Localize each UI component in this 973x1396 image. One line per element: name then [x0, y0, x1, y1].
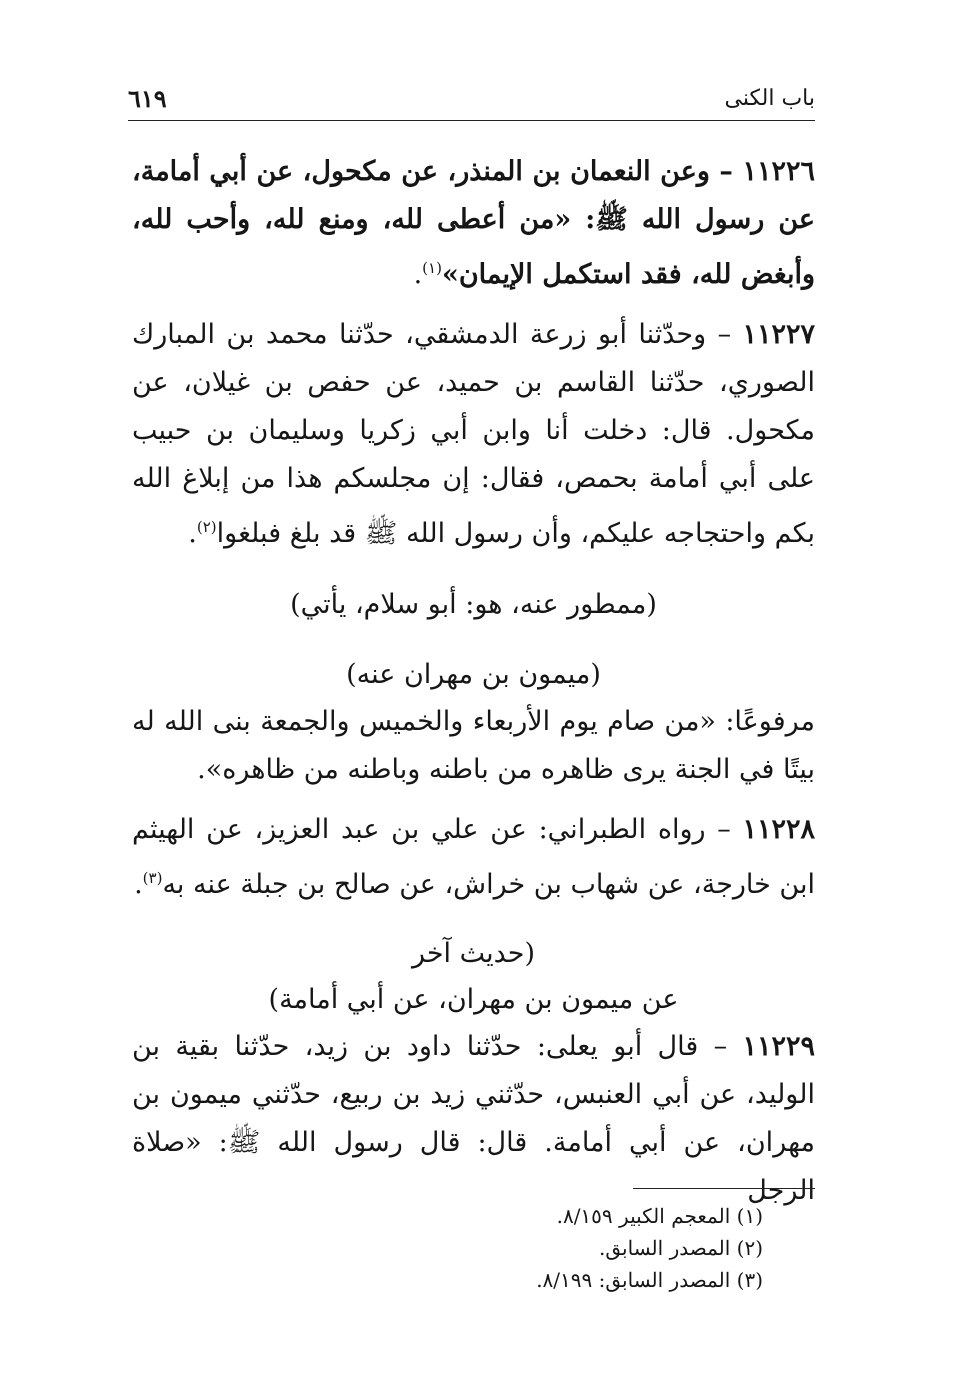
heading-maimun: (ميمون بن مهران عنه) [346, 659, 601, 690]
footnotes [132, 1200, 763, 1296]
hadith-text: – وعن النعمان بن المنذر، عن مكحول، عن أبي أمامة، عن رسول الله ﷺ: «من أعطى لله، ومنع لله، وأحب لله، وأبغض لله، فقد استكمل الإيمان» [132, 156, 815, 290]
hadith-text: – رواه الطبراني: عن علي بن عبد العزيز، عن الهيثم ابن خارجة، عن شهاب بن خراش، عن صالح بن جبلة عنه به [132, 814, 815, 900]
heading-mamtur: (ممطور عنه، هو: أبو سلام، يأتي) [290, 589, 657, 620]
footnote-ref: (٢) [196, 518, 217, 536]
page-body [132, 148, 815, 1227]
marfu-text: مرفوعًا: «من صام يوم الأربعاء والخميس والجمعة بنى الله له بيتًا في الجنة يرى ظاهره من باطنه وباطنه من ظاهره». [132, 706, 815, 785]
hadith-11226: ١١٢٢٦ – وعن النعمان بن المنذر، عن مكحول، عن أبي أمامة، عن رسول الله ﷺ: «من أعطى لله، ومنع لله، وأحب لله، وأبغض لله، فقد استكمل الإيمان»$^{(١)}$. [132, 156, 815, 290]
hadith-number: ١١٢٢٨ [742, 814, 815, 845]
heading-hadith-akhar: (حديث آخر [411, 938, 536, 969]
chapter-title: باب الكنى [724, 86, 815, 111]
footnote-separator [633, 1188, 815, 1189]
footnote-1: (١) المعجم الكبير ٨/١٥٩. [556, 1204, 763, 1228]
hadith-number: ١١٢٢٧ [742, 319, 815, 350]
page-number: ٦١٩ [128, 84, 167, 113]
footnote-ref: (١) [422, 259, 442, 277]
hadith-11228: ١١٢٢٨ – رواه الطبراني: عن علي بن عبد العزيز، عن الهيثم ابن خارجة، عن شهاب بن خراش، عن صالح بن جبلة عنه به$^{(٣)}$. [132, 814, 815, 900]
running-header [128, 80, 815, 121]
footnote-3: (٣) المصدر السابق: ٨/١٩٩. [536, 1268, 763, 1292]
hadith-number: ١١٢٢٦ [742, 156, 815, 187]
heading-an-maimun: عن ميمون بن مهران، عن أبي أمامة) [268, 984, 679, 1015]
hadith-number: ١١٢٢٩ [742, 1031, 815, 1062]
footnote-ref: (٣) [142, 869, 163, 887]
hadith-text: – وحدّثنا أبو زرعة الدمشقي، حدّثنا محمد بن المبارك الصوري، حدّثنا القاسم بن حميد، عن حفص بن غيلان، عن مكحول. قال: دخلت أنا وابن أبي زكريا وسليمان بن حبيب على أبي أمامة بحمص، فقال: إن مجلسكم هذا من إبلاغ الله بكم واحتجاجه عليكم، وأن رسول الله ﷺ قد بلغ فبلغوا [132, 319, 815, 549]
footnote-2: (٢) المصدر السابق. [599, 1236, 763, 1260]
hadith-11227: ١١٢٢٧ – وحدّثنا أبو زرعة الدمشقي، حدّثنا محمد بن المبارك الصوري، حدّثنا القاسم بن حميد، عن حفص بن غيلان، عن مكحول. قال: دخلت أنا وابن أبي زكريا وسليمان بن حبيب على أبي أمامة بحمص، فقال: إن مجلسكم هذا من إبلاغ الله بكم واحتجاجه عليكم، وأن رسول الله ﷺ قد بلغ فبلغوا$^{(٢)}$. [132, 319, 815, 549]
hadith-11229 [132, 1023, 815, 1215]
hadith-text: – قال أبو يعلى: حدّثنا داود بن زيد، حدّثنا بقية بن الوليد، عن أبي العنبس، حدّثني زيد بن ربيع، حدّثني ميمون بن مهران، عن أبي أمامة. قال: قال رسول الله ﷺ: «صلاة الرجل [132, 1031, 815, 1206]
